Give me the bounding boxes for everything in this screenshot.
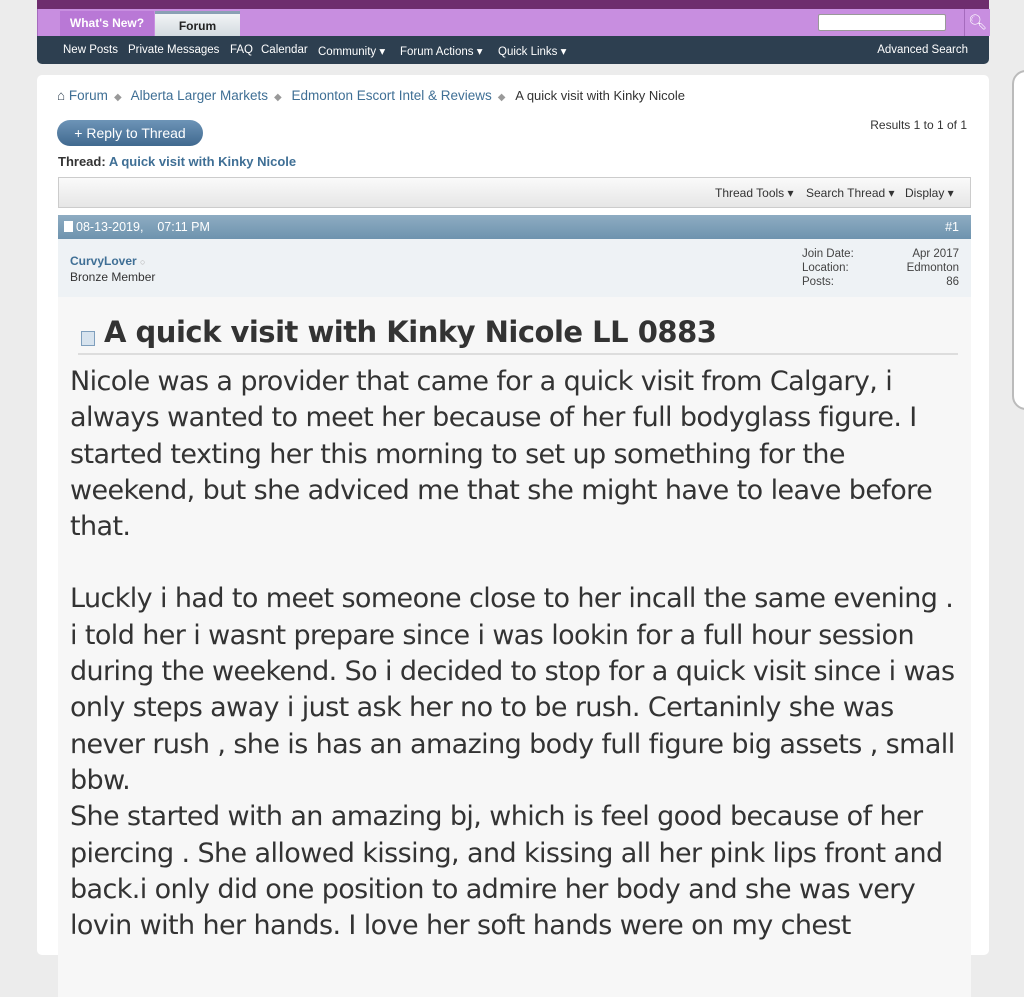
search-icon[interactable]: 🔍︎ bbox=[964, 9, 990, 36]
nav-calendar[interactable]: Calendar bbox=[261, 44, 308, 56]
thread-tools-menu[interactable]: Thread Tools ▾ bbox=[715, 186, 794, 200]
post-title-text: A quick visit with Kinky Nicole LL 0883 bbox=[104, 315, 717, 349]
post-paragraph: Luckly i had to meet someone close to her incall the same evening . i told her i wasnt prepare since i was lookin for a full hour session during the weekend. So i decided to stop for a quick visit since i was only steps away i just ask her no to be rush. Certaninly she was never rush , she is has an amazing body full figure big assets , small bbw. bbox=[70, 583, 955, 796]
user-stats-labels bbox=[802, 247, 854, 289]
nav-faq[interactable]: FAQ bbox=[230, 44, 254, 56]
posts-value: 86 bbox=[946, 276, 959, 288]
post-title bbox=[78, 315, 958, 355]
nav-bar bbox=[37, 36, 989, 64]
post-paragraph: Nicole was a provider that came for a quick visit from Calgary, i always wanted to meet her because of her full bodyglass figure. I started texting her this morning to set up something for the weekend, but she adviced me that she might have to leave before that. bbox=[70, 366, 933, 543]
nav-community[interactable]: Community ▾ bbox=[318, 46, 386, 58]
breadcrumb-separator-icon: ◆ bbox=[113, 92, 122, 103]
breadcrumb-forum[interactable]: Forum bbox=[68, 88, 108, 103]
thread-toolbar bbox=[58, 177, 971, 208]
post-body bbox=[58, 297, 971, 997]
post-time: 07:11 PM bbox=[157, 220, 210, 234]
join-date-label: Join Date: bbox=[802, 248, 854, 260]
post-icon bbox=[64, 221, 73, 232]
tab-whats-new[interactable]: What's New? bbox=[60, 11, 154, 36]
tab-bar bbox=[37, 9, 989, 36]
breadcrumb bbox=[57, 88, 685, 103]
search-input[interactable] bbox=[818, 14, 946, 31]
home-icon[interactable]: ⌂ bbox=[57, 88, 66, 103]
post-paragraph: She started with an amazing bj, which is feel good because of her piercing . She allowed kissing, and kissing all her pink lips front and back.i only did one position to admire her body and she was very lovin with her hands. I love her soft hands were on my chest bbox=[70, 801, 943, 942]
offline-status-icon: ○ bbox=[140, 257, 146, 267]
nav-new-posts[interactable]: New Posts bbox=[63, 44, 118, 56]
breadcrumb-separator-icon: ◆ bbox=[497, 92, 506, 103]
results-count: Results 1 to 1 of 1 bbox=[870, 118, 967, 132]
document-icon bbox=[81, 331, 95, 346]
posts-label: Posts: bbox=[802, 276, 834, 288]
thread-label-text: Thread: bbox=[58, 154, 106, 169]
header-strip bbox=[37, 0, 989, 9]
username[interactable] bbox=[70, 254, 145, 268]
breadcrumb-alberta[interactable]: Alberta Larger Markets bbox=[130, 88, 268, 103]
breadcrumb-separator-icon: ◆ bbox=[273, 92, 282, 103]
post-header bbox=[58, 215, 971, 239]
user-stats-values bbox=[907, 247, 959, 289]
reply-to-thread-button[interactable]: + Reply to Thread bbox=[57, 120, 203, 146]
content-panel bbox=[37, 75, 989, 955]
user-info bbox=[58, 239, 971, 297]
nav-forum-actions[interactable]: Forum Actions ▾ bbox=[400, 46, 483, 58]
join-date-value: Apr 2017 bbox=[912, 248, 959, 260]
thread-title-link[interactable]: A quick visit with Kinky Nicole bbox=[108, 154, 297, 169]
search-thread-menu[interactable]: Search Thread ▾ bbox=[806, 186, 895, 200]
nav-quick-links[interactable]: Quick Links ▾ bbox=[498, 46, 567, 58]
scrollbar[interactable] bbox=[1012, 70, 1024, 410]
post-date: 08-13-2019, bbox=[76, 220, 144, 234]
breadcrumb-current: A quick visit with Kinky Nicole bbox=[515, 88, 686, 103]
display-menu[interactable]: Display ▾ bbox=[905, 186, 954, 200]
location-label: Location: bbox=[802, 262, 849, 274]
nav-advanced-search[interactable]: Advanced Search bbox=[877, 44, 968, 56]
post-number[interactable]: #1 bbox=[945, 220, 959, 234]
thread-label bbox=[58, 154, 296, 169]
location-value: Edmonton bbox=[906, 262, 959, 274]
user-rank: Bronze Member bbox=[70, 270, 156, 284]
breadcrumb-edmonton[interactable]: Edmonton Escort Intel & Reviews bbox=[291, 88, 492, 103]
nav-private-messages[interactable]: Private Messages bbox=[128, 44, 220, 56]
post-text bbox=[70, 364, 965, 944]
tab-forum[interactable]: Forum bbox=[155, 11, 240, 36]
username-text[interactable]: CurvyLover bbox=[70, 254, 137, 268]
